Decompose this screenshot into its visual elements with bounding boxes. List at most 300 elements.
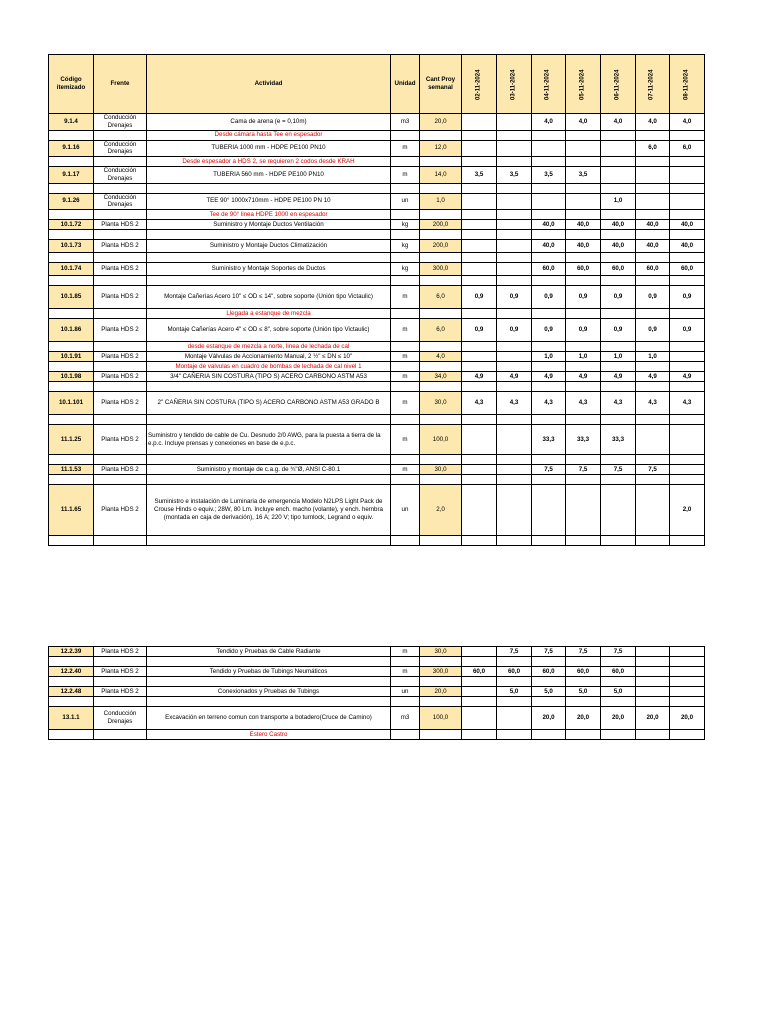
daily-value <box>497 425 532 455</box>
empty-cell <box>94 657 147 667</box>
daily-value: 1,0 <box>601 352 636 362</box>
daily-value: 60,0 <box>532 263 566 276</box>
empty-cell <box>636 309 670 319</box>
empty-cell <box>566 210 601 220</box>
empty-cell <box>49 230 94 240</box>
spacer-row <box>49 382 705 392</box>
item-cant: 4,0 <box>420 352 462 362</box>
empty-cell <box>462 382 497 392</box>
item-frente: Conducción Drenajes <box>94 707 147 730</box>
item-cant: 300,0 <box>420 263 462 276</box>
empty-cell <box>601 415 636 425</box>
empty-cell <box>497 276 532 286</box>
item-frente: Conducción Drenajes <box>94 140 147 157</box>
daily-value <box>462 687 497 697</box>
empty-cell <box>566 183 601 193</box>
daily-value <box>532 485 566 536</box>
empty-cell <box>566 382 601 392</box>
item-unidad: m <box>391 140 420 157</box>
empty-cell <box>532 230 566 240</box>
empty-cell <box>462 697 497 707</box>
empty-cell <box>532 253 566 263</box>
empty-cell <box>601 130 636 140</box>
empty-cell <box>532 309 566 319</box>
item-actividad: TUBERIA 560 mm - HDPE PE100 PN10 <box>147 167 391 184</box>
empty-cell <box>462 210 497 220</box>
empty-cell <box>147 253 391 263</box>
empty-cell <box>636 276 670 286</box>
header-codigo: Código itemizado <box>49 55 94 114</box>
daily-value <box>601 485 636 536</box>
item-actividad: Suministro y Montaje Soportes de Ductos <box>147 263 391 276</box>
daily-value <box>462 263 497 276</box>
empty-cell <box>670 657 705 667</box>
empty-cell <box>49 382 94 392</box>
daily-value <box>636 167 670 184</box>
empty-cell <box>497 157 532 167</box>
header-actividad: Actividad <box>147 55 391 114</box>
empty-cell <box>670 382 705 392</box>
daily-value: 33,3 <box>532 425 566 455</box>
empty-cell <box>94 183 147 193</box>
daily-value: 1,0 <box>601 193 636 210</box>
empty-cell <box>532 697 566 707</box>
daily-value: 4,0 <box>601 114 636 131</box>
empty-cell <box>462 276 497 286</box>
empty-cell <box>94 157 147 167</box>
empty-cell <box>566 342 601 352</box>
item-code: 11.1.65 <box>49 485 94 536</box>
item-frente: Planta HDS 2 <box>94 667 147 677</box>
daily-value: 0,9 <box>601 319 636 342</box>
daily-value: 1,0 <box>636 352 670 362</box>
daily-value <box>636 667 670 677</box>
empty-cell <box>420 730 462 740</box>
daily-value <box>670 352 705 362</box>
empty-cell <box>670 130 705 140</box>
daily-value <box>601 167 636 184</box>
empty-cell <box>601 157 636 167</box>
empty-cell <box>636 455 670 465</box>
daily-value <box>566 485 601 536</box>
empty-cell <box>601 183 636 193</box>
empty-cell <box>391 253 420 263</box>
empty-cell <box>670 342 705 352</box>
empty-cell <box>420 309 462 319</box>
empty-cell <box>497 253 532 263</box>
daily-value: 7,5 <box>532 647 566 657</box>
item-code: 9.1.4 <box>49 114 94 131</box>
empty-cell <box>636 183 670 193</box>
empty-cell <box>532 677 566 687</box>
empty-cell <box>601 309 636 319</box>
empty-cell <box>601 475 636 485</box>
empty-cell <box>420 475 462 485</box>
note-row <box>49 210 705 220</box>
note-text: Estero Castro <box>147 730 391 740</box>
daily-value: 60,0 <box>566 263 601 276</box>
header-date: 08-11-2024 <box>670 55 705 114</box>
daily-value: 7,5 <box>601 465 636 475</box>
item-unidad: m3 <box>391 707 420 730</box>
empty-cell <box>532 382 566 392</box>
empty-cell <box>532 130 566 140</box>
empty-cell <box>566 455 601 465</box>
empty-cell <box>670 230 705 240</box>
empty-cell <box>497 342 532 352</box>
item-cant: 34,0 <box>420 372 462 382</box>
daily-value: 0,9 <box>462 319 497 342</box>
empty-cell <box>94 455 147 465</box>
item-actividad: Suministro e instalación de Luminaria de emergencia Modelo N2LPS Light Pack de Crouse Hinds o equiv.; 28W, 80 Lm. Incluye ench. macho (volante), y ench. hembra (montada en caja de derivación), 16 A; 220 V; tipo turnlock, Legrand o equiv. <box>147 485 391 536</box>
empty-cell <box>147 455 391 465</box>
empty-cell <box>420 276 462 286</box>
item-frente: Planta HDS 2 <box>94 465 147 475</box>
item-cant: 100,0 <box>420 707 462 730</box>
daily-value: 4,9 <box>532 372 566 382</box>
table-row <box>49 193 705 210</box>
empty-cell <box>636 677 670 687</box>
daily-value: 0,9 <box>636 286 670 309</box>
empty-cell <box>391 415 420 425</box>
empty-cell <box>601 657 636 667</box>
item-unidad: un <box>391 687 420 697</box>
header-frente: Frente <box>94 55 147 114</box>
empty-cell <box>670 730 705 740</box>
daily-value <box>532 140 566 157</box>
daily-value: 40,0 <box>532 220 566 230</box>
empty-cell <box>566 475 601 485</box>
item-code: 10.1.98 <box>49 372 94 382</box>
empty-cell <box>420 183 462 193</box>
empty-cell <box>462 362 497 372</box>
daily-value: 0,9 <box>601 286 636 309</box>
note-text: Desde espesador a HDS 2, se requieren 2 codos desde KRAH <box>147 157 391 167</box>
item-cant: 6,0 <box>420 319 462 342</box>
empty-cell <box>49 183 94 193</box>
item-actividad: Excavación en terreno comun con transporte a botadero(Cruce de Camino) <box>147 707 391 730</box>
empty-cell <box>601 536 636 546</box>
empty-cell <box>147 657 391 667</box>
daily-value <box>670 687 705 697</box>
daily-value <box>670 465 705 475</box>
empty-cell <box>391 276 420 286</box>
item-unidad: kg <box>391 263 420 276</box>
table-row <box>49 263 705 276</box>
empty-cell <box>670 677 705 687</box>
daily-value <box>497 114 532 131</box>
empty-cell <box>420 697 462 707</box>
daily-value: 4,9 <box>497 372 532 382</box>
table-row <box>49 707 705 730</box>
note-row <box>49 130 705 140</box>
empty-cell <box>636 536 670 546</box>
empty-cell <box>49 536 94 546</box>
empty-cell <box>462 730 497 740</box>
item-frente: Conducción Drenajes <box>94 193 147 210</box>
table-row <box>49 647 705 657</box>
daily-value: 4,9 <box>670 372 705 382</box>
empty-cell <box>147 677 391 687</box>
empty-cell <box>566 362 601 372</box>
note-row <box>49 157 705 167</box>
item-code: 10.1.85 <box>49 286 94 309</box>
table-row <box>49 114 705 131</box>
daily-value <box>462 425 497 455</box>
daily-value <box>636 485 670 536</box>
daily-value: 7,5 <box>566 647 601 657</box>
empty-cell <box>462 536 497 546</box>
item-cant: 20,0 <box>420 114 462 131</box>
empty-cell <box>497 455 532 465</box>
empty-cell <box>49 210 94 220</box>
daily-value: 4,3 <box>532 392 566 415</box>
daily-value: 20,0 <box>601 707 636 730</box>
empty-cell <box>670 415 705 425</box>
empty-cell <box>391 230 420 240</box>
empty-cell <box>532 455 566 465</box>
item-unidad: kg <box>391 240 420 253</box>
table-row <box>49 319 705 342</box>
daily-value <box>636 193 670 210</box>
item-unidad: m <box>391 667 420 677</box>
item-actividad: Conexionados y Pruebas de Tubings <box>147 687 391 697</box>
daily-value: 60,0 <box>566 667 601 677</box>
item-unidad: un <box>391 485 420 536</box>
daily-value <box>497 220 532 230</box>
item-code: 11.1.53 <box>49 465 94 475</box>
item-cant: 14,0 <box>420 167 462 184</box>
table-row <box>49 220 705 230</box>
spacer-row <box>49 253 705 263</box>
empty-cell <box>147 536 391 546</box>
item-unidad: m <box>391 286 420 309</box>
item-code: 12.2.39 <box>49 647 94 657</box>
daily-value: 60,0 <box>497 667 532 677</box>
daily-value <box>462 193 497 210</box>
item-actividad: Suministro y Montaje Ductos Climatización <box>147 240 391 253</box>
empty-cell <box>636 342 670 352</box>
empty-cell <box>49 455 94 465</box>
item-cant: 30,0 <box>420 465 462 475</box>
empty-cell <box>462 677 497 687</box>
empty-cell <box>462 657 497 667</box>
empty-cell <box>566 730 601 740</box>
empty-cell <box>391 183 420 193</box>
daily-value: 3,5 <box>462 167 497 184</box>
daily-value: 4,9 <box>636 372 670 382</box>
daily-value <box>670 667 705 677</box>
empty-cell <box>94 210 147 220</box>
empty-cell <box>497 677 532 687</box>
empty-cell <box>462 130 497 140</box>
empty-cell <box>532 657 566 667</box>
empty-cell <box>420 362 462 372</box>
empty-cell <box>566 276 601 286</box>
empty-cell <box>636 253 670 263</box>
empty-cell <box>420 536 462 546</box>
item-frente: Planta HDS 2 <box>94 319 147 342</box>
empty-cell <box>147 183 391 193</box>
empty-cell <box>566 230 601 240</box>
item-unidad: m <box>391 319 420 342</box>
empty-cell <box>670 697 705 707</box>
item-frente: Planta HDS 2 <box>94 647 147 657</box>
empty-cell <box>497 130 532 140</box>
daily-value: 5,0 <box>566 687 601 697</box>
spacer-row <box>49 536 705 546</box>
daily-value: 7,5 <box>601 647 636 657</box>
daily-value: 60,0 <box>532 667 566 677</box>
item-actividad: Suministro y Montaje Ductos Ventilación <box>147 220 391 230</box>
daily-value: 33,3 <box>601 425 636 455</box>
note-text: Desde cámara hasta Tee en espesador <box>147 130 391 140</box>
header-unidad: Unidad <box>391 55 420 114</box>
empty-cell <box>391 382 420 392</box>
empty-cell <box>601 230 636 240</box>
empty-cell <box>420 230 462 240</box>
empty-cell <box>601 382 636 392</box>
empty-cell <box>636 130 670 140</box>
header-date: 05-11-2024 <box>566 55 601 114</box>
empty-cell <box>601 210 636 220</box>
daily-value: 4,3 <box>497 392 532 415</box>
empty-cell <box>391 536 420 546</box>
empty-cell <box>462 415 497 425</box>
empty-cell <box>94 677 147 687</box>
empty-cell <box>94 415 147 425</box>
item-actividad: Tendido y Pruebas de Tubings Neumáticos <box>147 667 391 677</box>
empty-cell <box>636 475 670 485</box>
empty-cell <box>670 157 705 167</box>
empty-cell <box>532 475 566 485</box>
empty-cell <box>670 362 705 372</box>
table-row <box>49 485 705 536</box>
daily-value: 6,0 <box>670 140 705 157</box>
daily-value: 4,0 <box>532 114 566 131</box>
table-row <box>49 667 705 677</box>
empty-cell <box>532 157 566 167</box>
empty-cell <box>420 130 462 140</box>
empty-cell <box>49 657 94 667</box>
daily-value: 6,0 <box>636 140 670 157</box>
daily-value <box>497 465 532 475</box>
empty-cell <box>147 475 391 485</box>
empty-cell <box>636 230 670 240</box>
empty-cell <box>670 536 705 546</box>
empty-cell <box>566 157 601 167</box>
empty-cell <box>147 382 391 392</box>
note-text: Montaje de valvulas en cuadro de bombas de lechada de cal nivel 1 <box>147 362 391 372</box>
daily-value: 60,0 <box>636 263 670 276</box>
spacer-row <box>49 475 705 485</box>
daily-value <box>462 140 497 157</box>
empty-cell <box>391 657 420 667</box>
empty-cell <box>147 697 391 707</box>
table-row <box>49 352 705 362</box>
daily-value: 0,9 <box>566 286 601 309</box>
empty-cell <box>532 415 566 425</box>
daily-value: 0,9 <box>636 319 670 342</box>
item-cant: 6,0 <box>420 286 462 309</box>
empty-cell <box>49 677 94 687</box>
item-actividad: TUBERIA 1000 mm - HDPE PE100 PN10 <box>147 140 391 157</box>
daily-value: 60,0 <box>670 263 705 276</box>
item-frente: Planta HDS 2 <box>94 425 147 455</box>
item-cant: 200,0 <box>420 240 462 253</box>
item-frente: Planta HDS 2 <box>94 392 147 415</box>
empty-cell <box>420 455 462 465</box>
daily-value: 1,0 <box>566 352 601 362</box>
empty-cell <box>94 730 147 740</box>
item-cant: 12,0 <box>420 140 462 157</box>
header-row <box>49 55 705 114</box>
daily-value: 40,0 <box>636 220 670 230</box>
empty-cell <box>497 183 532 193</box>
empty-cell <box>670 455 705 465</box>
item-frente: Planta HDS 2 <box>94 263 147 276</box>
empty-cell <box>636 382 670 392</box>
item-unidad: kg <box>391 220 420 230</box>
daily-value: 60,0 <box>601 667 636 677</box>
daily-value: 4,3 <box>566 392 601 415</box>
empty-cell <box>532 276 566 286</box>
empty-cell <box>532 362 566 372</box>
item-cant: 200,0 <box>420 220 462 230</box>
empty-cell <box>497 730 532 740</box>
empty-cell <box>462 455 497 465</box>
item-frente: Planta HDS 2 <box>94 352 147 362</box>
empty-cell <box>94 230 147 240</box>
daily-value: 4,9 <box>566 372 601 382</box>
empty-cell <box>601 730 636 740</box>
daily-value: 0,9 <box>532 319 566 342</box>
empty-cell <box>636 210 670 220</box>
empty-cell <box>566 309 601 319</box>
empty-cell <box>49 697 94 707</box>
empty-cell <box>670 210 705 220</box>
empty-cell <box>49 253 94 263</box>
item-unidad: m <box>391 392 420 415</box>
empty-cell <box>420 157 462 167</box>
item-code: 9.1.17 <box>49 167 94 184</box>
daily-value: 0,9 <box>670 286 705 309</box>
daily-value: 0,9 <box>566 319 601 342</box>
empty-cell <box>601 253 636 263</box>
daily-value <box>497 485 532 536</box>
daily-value: 3,5 <box>566 167 601 184</box>
item-code: 10.1.86 <box>49 319 94 342</box>
item-actividad: Suministro y montaje de c.a.g. de ¾"Ø, ANSI C-80.1 <box>147 465 391 475</box>
empty-cell <box>94 276 147 286</box>
empty-cell <box>94 362 147 372</box>
daily-value: 40,0 <box>636 240 670 253</box>
empty-cell <box>497 415 532 425</box>
item-cant: 2,0 <box>420 485 462 536</box>
item-actividad: Montaje Cañerías Acero 10" ≤ OD ≤ 14", sobre soporte (Unión tipo Victaulic) <box>147 286 391 309</box>
daily-value <box>462 240 497 253</box>
daily-value: 4,3 <box>462 392 497 415</box>
empty-cell <box>147 415 391 425</box>
empty-cell <box>420 210 462 220</box>
table-row <box>49 372 705 382</box>
empty-cell <box>601 362 636 372</box>
spacer-row <box>49 657 705 667</box>
daily-value <box>497 193 532 210</box>
daily-value: 60,0 <box>601 263 636 276</box>
empty-cell <box>49 157 94 167</box>
empty-cell <box>94 342 147 352</box>
